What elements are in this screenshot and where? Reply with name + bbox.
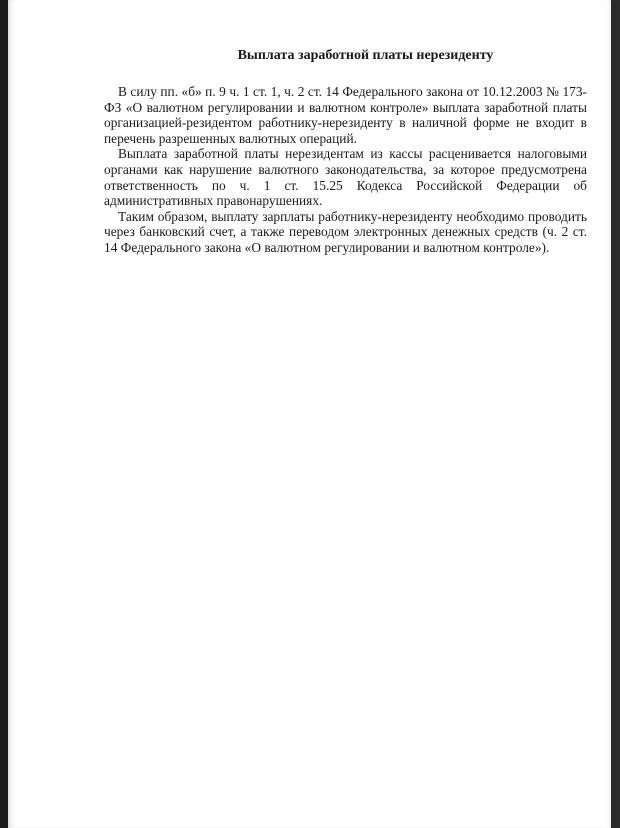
- document-title: Выплата заработной платы нерезиденту: [237, 48, 494, 63]
- paragraph-1: В силу пп. «б» п. 9 ч. 1 ст. 1, ч. 2 ст. 14 Федерального закона от 10.12.2003 № 173-ФЗ «О валютном регулировании и валютном контроле» выплата заработной платы организацией-резидентом работнику-нерезиденту в наличной форме не входит в перечень разрешенных валютных операций.: [104, 84, 587, 146]
- document-body: [104, 47, 587, 256]
- viewer-right-edge: [611, 0, 620, 828]
- viewer-left-edge: [0, 0, 8, 828]
- document-page[interactable]: [8, 0, 611, 828]
- paragraph-2: Выплата заработной платы нерезидентам из кассы расценивается налоговыми органами как нарушение валютного законодательства, за которое предусмотрена ответственность по ч. 1 ст. 15.25 Кодекса Российской Федерации об административных правонарушениях.: [104, 146, 587, 209]
- paragraph-3: Таким образом, выплату зарплаты работнику-нерезиденту необходимо проводить через банковский счет, а также переводом электронных денежных средств (ч. 2 ст. 14 Федерального закона «О валютном регулировании и валютном контроле»).: [104, 208, 587, 255]
